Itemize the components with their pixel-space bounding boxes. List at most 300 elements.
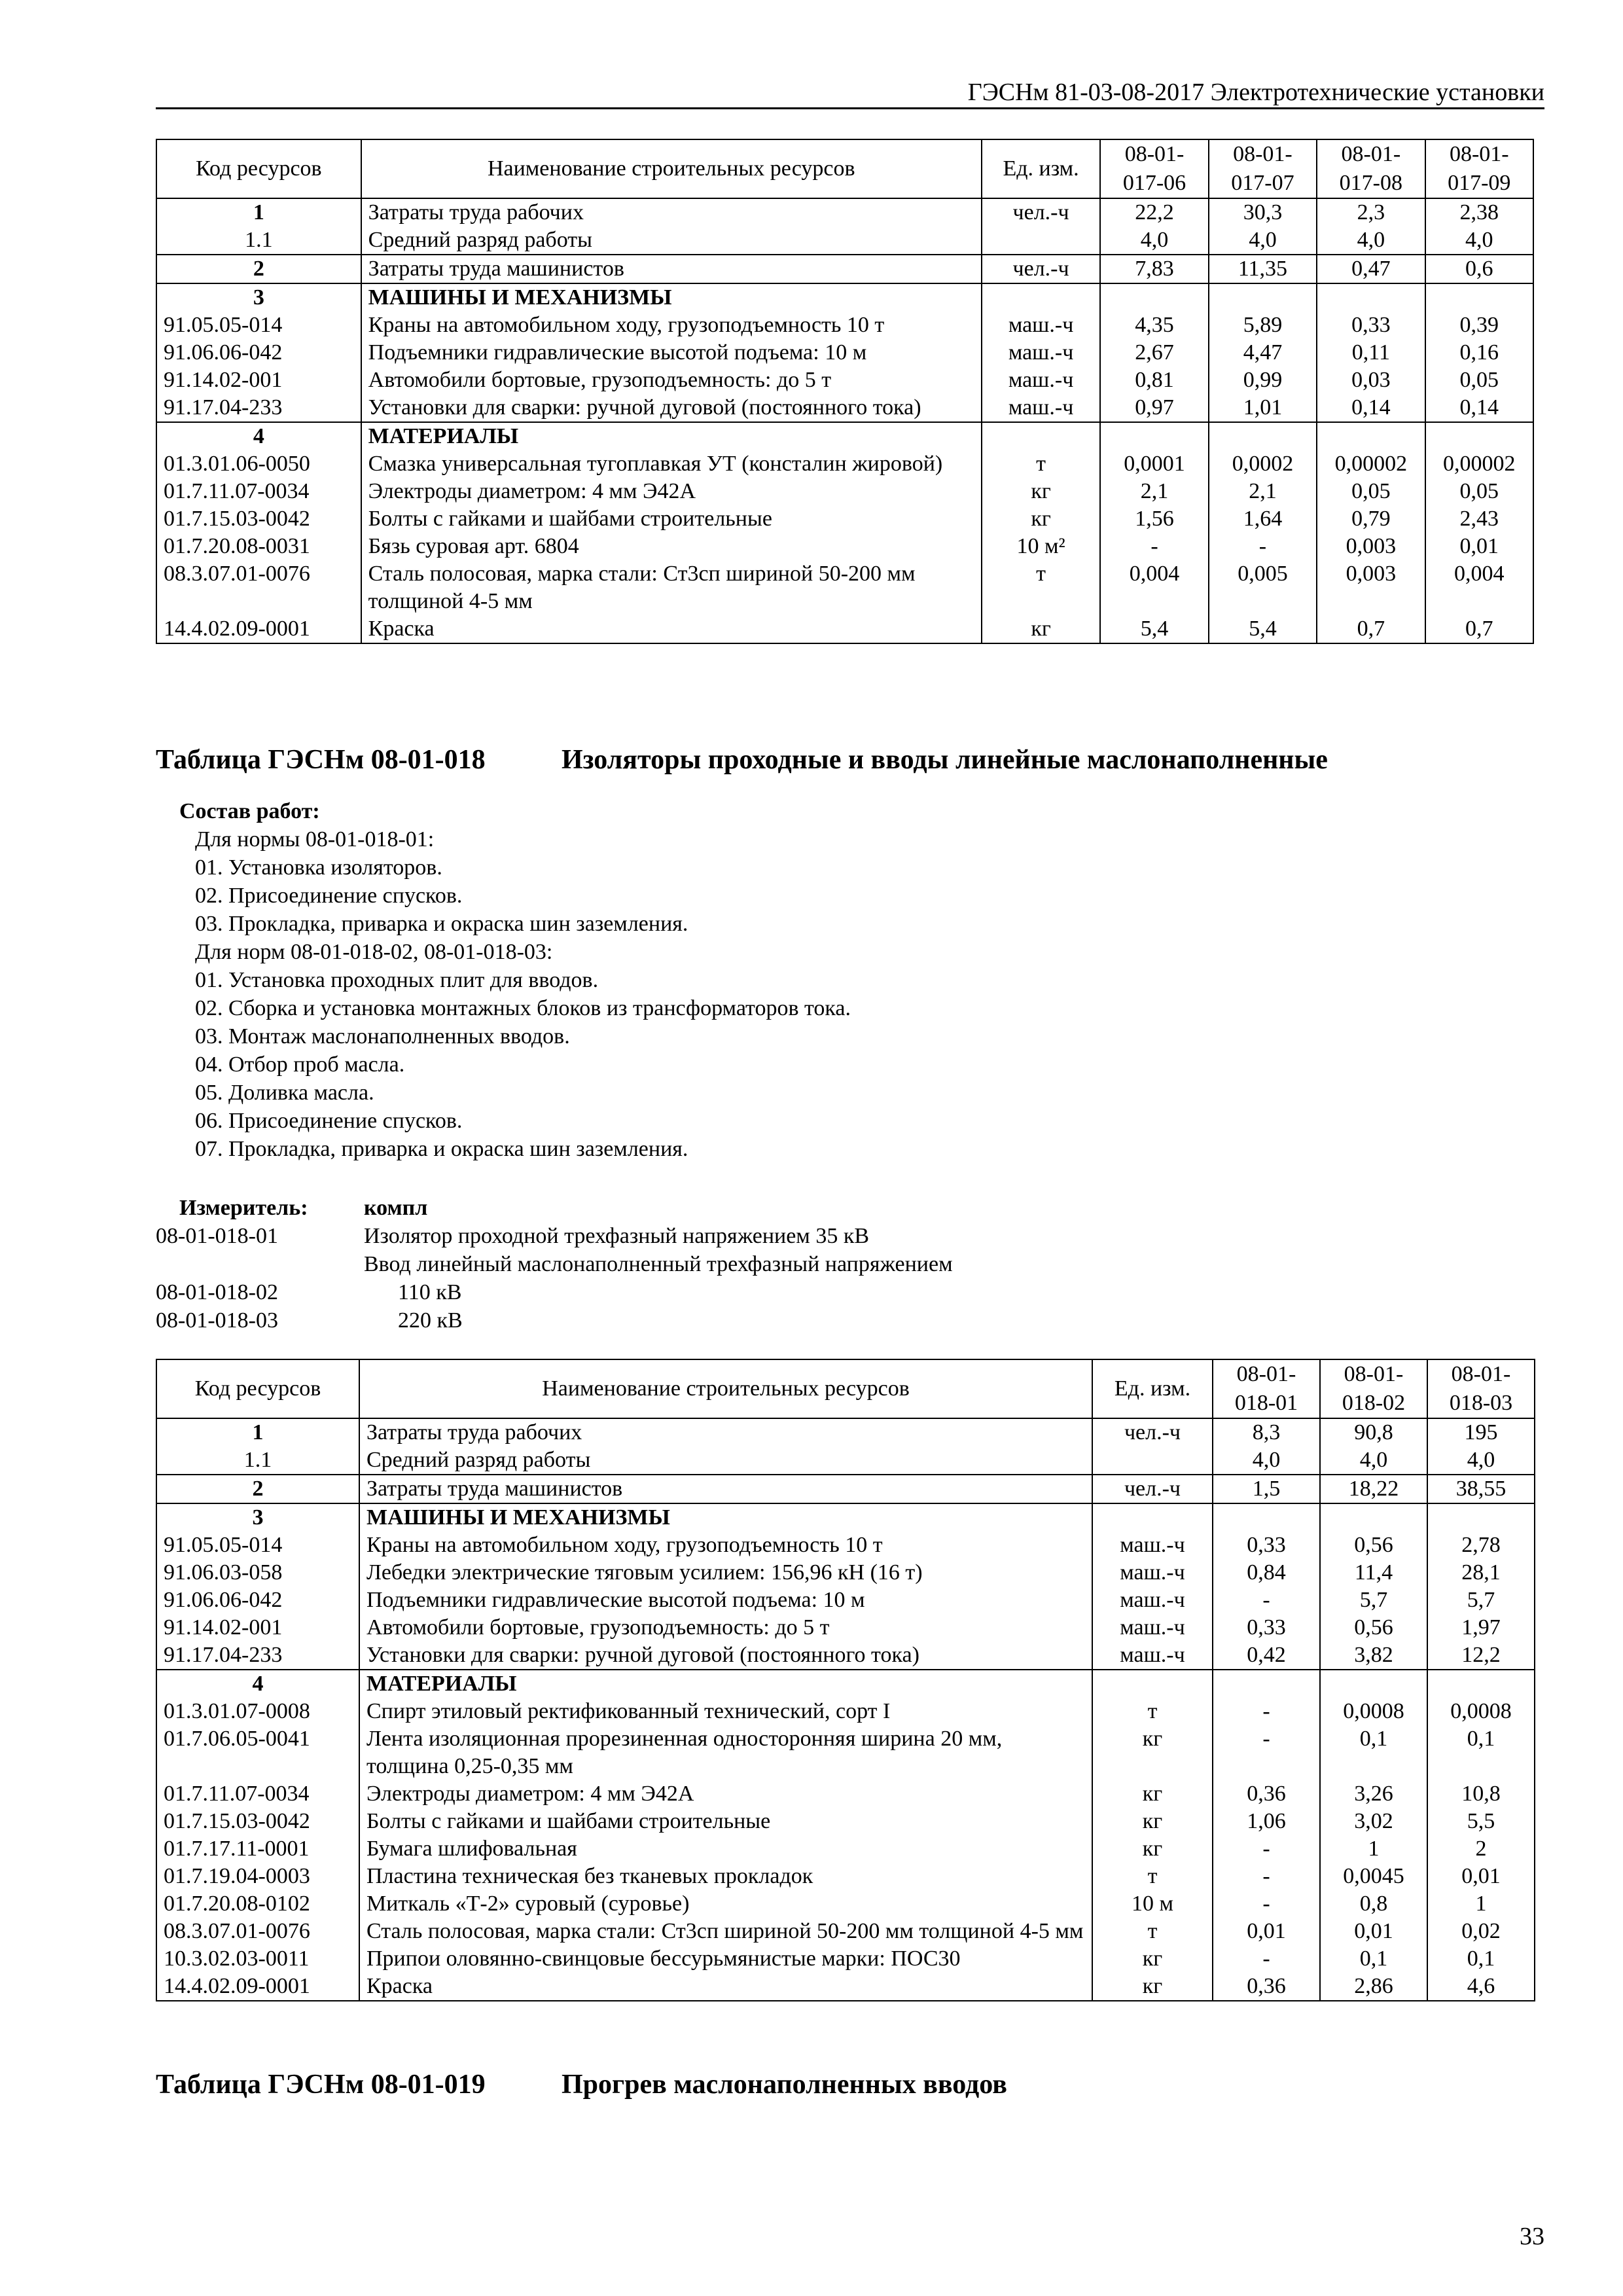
value-cell: 0,14 bbox=[1317, 394, 1425, 422]
unit-cell bbox=[1092, 1670, 1213, 1698]
value-cell: - bbox=[1213, 1863, 1320, 1890]
resource-code: 91.17.04-233 bbox=[156, 394, 361, 422]
value-cell: 0,0045 bbox=[1320, 1863, 1427, 1890]
value-cell: 2,43 bbox=[1425, 505, 1533, 533]
unit-cell: т bbox=[1092, 1698, 1213, 1725]
table-row bbox=[156, 422, 1533, 450]
column-header: Код ресурсов bbox=[156, 139, 361, 198]
table-row bbox=[156, 339, 1533, 367]
value-cell: - bbox=[1209, 533, 1317, 560]
unit-cell: кг bbox=[1092, 1945, 1213, 1973]
value-cell: - bbox=[1213, 1945, 1320, 1973]
resource-name: Затраты труда рабочих bbox=[361, 198, 982, 226]
value-cell: 0,39 bbox=[1425, 312, 1533, 339]
resource-name: МАТЕРИАЛЫ bbox=[359, 1670, 1092, 1698]
value-cell: 4,35 bbox=[1100, 312, 1208, 339]
resource-code: 10.3.02.03-0011 bbox=[156, 1945, 359, 1973]
value-cell: 0,1 bbox=[1427, 1945, 1535, 1973]
value-cell: 3,26 bbox=[1320, 1780, 1427, 1808]
resource-code: 2 bbox=[156, 1475, 359, 1503]
unit-cell: чел.-ч bbox=[982, 198, 1101, 226]
value-cell: 0,003 bbox=[1317, 533, 1425, 560]
norm-description: Изолятор проходной трехфазный напряжением 35 кВ bbox=[364, 1224, 870, 1248]
work-line: 02. Сборка и установка монтажных блоков из трансформаторов тока. bbox=[195, 996, 851, 1020]
resource-name: Установки для сварки: ручной дуговой (постоянного тока) bbox=[359, 1641, 1092, 1670]
resource-name: Припои оловянно-свинцовые бессурьмянистые марки: ПОС30 bbox=[359, 1945, 1092, 1973]
value-cell: 0,97 bbox=[1100, 394, 1208, 422]
unit-cell: кг bbox=[1092, 1725, 1213, 1780]
unit-cell: маш.-ч bbox=[982, 394, 1101, 422]
value-cell: 0,0002 bbox=[1209, 450, 1317, 478]
column-header: 08-01- 017-09 bbox=[1425, 139, 1533, 198]
resource-name: Краны на автомобильном ходу, грузоподъемность 10 т bbox=[361, 312, 982, 339]
unit-cell: кг bbox=[982, 505, 1101, 533]
table-row bbox=[156, 1532, 1535, 1559]
resources-table-017 bbox=[156, 139, 1534, 644]
value-cell: 0,00002 bbox=[1317, 450, 1425, 478]
value-cell: 0,004 bbox=[1425, 560, 1533, 615]
table-row bbox=[156, 1587, 1535, 1614]
table-row bbox=[156, 1863, 1535, 1890]
value-cell: 2,3 bbox=[1317, 198, 1425, 226]
unit-cell: маш.-ч bbox=[982, 312, 1101, 339]
value-cell: 0,33 bbox=[1213, 1532, 1320, 1559]
table-row bbox=[156, 1614, 1535, 1641]
value-cell: 0,11 bbox=[1317, 339, 1425, 367]
value-cell: 1,56 bbox=[1100, 505, 1208, 533]
work-line: Для нормы 08-01-018-01: bbox=[195, 827, 435, 852]
resource-code: 01.7.11.07-0034 bbox=[156, 1780, 359, 1808]
value-cell: - bbox=[1100, 533, 1208, 560]
resource-code: 14.4.02.09-0001 bbox=[156, 615, 361, 643]
table-row bbox=[156, 226, 1533, 255]
unit-cell: т bbox=[982, 450, 1101, 478]
resource-code: 91.05.05-014 bbox=[156, 1532, 359, 1559]
resource-name: Подъемники гидравлические высотой подъема: 10 м bbox=[361, 339, 982, 367]
column-header: Наименование строительных ресурсов bbox=[359, 1359, 1092, 1418]
unit-cell bbox=[982, 422, 1101, 450]
column-header: Наименование строительных ресурсов bbox=[361, 139, 982, 198]
value-cell: 0,81 bbox=[1100, 367, 1208, 394]
resource-name: МАШИНЫ И МЕХАНИЗМЫ bbox=[359, 1503, 1092, 1532]
work-line: 03. Прокладка, приварка и окраска шин заземления. bbox=[195, 912, 688, 936]
norm-code bbox=[156, 1250, 364, 1278]
value-cell: 0,01 bbox=[1427, 1863, 1535, 1890]
table-row bbox=[156, 1918, 1535, 1945]
unit-cell: чел.-ч bbox=[1092, 1475, 1213, 1503]
value-cell: 0,00002 bbox=[1425, 450, 1533, 478]
resource-code: 91.05.05-014 bbox=[156, 312, 361, 339]
table-row bbox=[156, 312, 1533, 339]
value-cell bbox=[1425, 422, 1533, 450]
unit-cell: т bbox=[1092, 1918, 1213, 1945]
resource-name: МАТЕРИАЛЫ bbox=[361, 422, 982, 450]
value-cell: 11,35 bbox=[1209, 255, 1317, 283]
value-cell: 38,55 bbox=[1427, 1475, 1535, 1503]
value-cell: 7,83 bbox=[1100, 255, 1208, 283]
column-header: Ед. изм. bbox=[982, 139, 1101, 198]
value-cell: 195 bbox=[1427, 1418, 1535, 1446]
column-header: 08-01- 017-08 bbox=[1317, 139, 1425, 198]
resource-name: Сталь полосовая, марка стали: Ст3сп шириной 50-200 мм толщиной 4-5 мм bbox=[359, 1918, 1092, 1945]
unit-cell bbox=[1092, 1503, 1213, 1532]
unit-cell: маш.-ч bbox=[982, 339, 1101, 367]
resource-code: 1 bbox=[156, 1418, 359, 1446]
table-row bbox=[156, 1808, 1535, 1835]
unit-cell: маш.-ч bbox=[1092, 1559, 1213, 1587]
resource-code: 01.7.06.05-0041 bbox=[156, 1725, 359, 1780]
table-header-row bbox=[156, 1359, 1535, 1418]
unit-cell: чел.-ч bbox=[1092, 1418, 1213, 1446]
work-lines bbox=[156, 825, 851, 1163]
resource-name: Болты с гайками и шайбами строительные bbox=[359, 1808, 1092, 1835]
measure-unit: компл bbox=[364, 1196, 428, 1220]
resource-code: 1.1 bbox=[156, 1446, 359, 1475]
resource-name: Краны на автомобильном ходу, грузоподъемность 10 т bbox=[359, 1532, 1092, 1559]
value-cell: 0,16 bbox=[1425, 339, 1533, 367]
value-cell: 0,1 bbox=[1320, 1945, 1427, 1973]
column-header: 08-01- 017-06 bbox=[1100, 139, 1208, 198]
value-cell: 90,8 bbox=[1320, 1418, 1427, 1446]
value-cell: 0,1 bbox=[1320, 1725, 1427, 1780]
value-cell: 0,6 bbox=[1425, 255, 1533, 283]
value-cell: 2,67 bbox=[1100, 339, 1208, 367]
resource-code: 08.3.07.01-0076 bbox=[156, 560, 361, 615]
resource-code: 01.7.15.03-0042 bbox=[156, 1808, 359, 1835]
value-cell: 1,06 bbox=[1213, 1808, 1320, 1835]
running-header: ГЭСНм 81-03-08-2017 Электротехнические установки bbox=[156, 77, 1544, 109]
value-cell: 0,0008 bbox=[1427, 1698, 1535, 1725]
work-line: 04. Отбор проб масла. bbox=[195, 1052, 405, 1077]
table-row bbox=[156, 1446, 1535, 1475]
table-row bbox=[156, 367, 1533, 394]
work-line: 03. Монтаж маслонаполненных вводов. bbox=[195, 1024, 570, 1049]
unit-cell: маш.-ч bbox=[1092, 1641, 1213, 1670]
table-row bbox=[156, 1698, 1535, 1725]
work-line: 01. Установка изоляторов. bbox=[195, 855, 442, 880]
value-cell: 0,02 bbox=[1427, 1918, 1535, 1945]
value-cell: 8,3 bbox=[1213, 1418, 1320, 1446]
unit-cell: кг bbox=[1092, 1973, 1213, 2001]
resource-name: Бязь суровая арт. 6804 bbox=[361, 533, 982, 560]
resource-code: 4 bbox=[156, 422, 361, 450]
resource-name: Затраты труда рабочих bbox=[359, 1418, 1092, 1446]
table-title: Прогрев маслонаполненных вводов bbox=[562, 2070, 1007, 2100]
value-cell: 0,33 bbox=[1213, 1614, 1320, 1641]
value-cell: 5,4 bbox=[1209, 615, 1317, 643]
resource-code: 01.7.20.08-0102 bbox=[156, 1890, 359, 1918]
value-cell: 0,1 bbox=[1427, 1725, 1535, 1780]
value-cell: 0,01 bbox=[1213, 1918, 1320, 1945]
value-cell: - bbox=[1213, 1725, 1320, 1780]
resource-name: Подъемники гидравлические высотой подъема: 10 м bbox=[359, 1587, 1092, 1614]
value-cell: 0,47 bbox=[1317, 255, 1425, 283]
value-cell: 5,4 bbox=[1100, 615, 1208, 643]
table-row bbox=[156, 450, 1533, 478]
column-header: 08-01- 018-02 bbox=[1320, 1359, 1427, 1418]
table-row bbox=[156, 1559, 1535, 1587]
unit-cell: т bbox=[1092, 1863, 1213, 1890]
resource-code: 01.7.17.11-0001 bbox=[156, 1835, 359, 1863]
resource-name: Краска bbox=[359, 1973, 1092, 2001]
value-cell: 0,003 bbox=[1317, 560, 1425, 615]
resources-table-018 bbox=[156, 1359, 1535, 2001]
unit-cell: т bbox=[982, 560, 1101, 615]
column-header: Код ресурсов bbox=[156, 1359, 359, 1418]
unit-cell: маш.-ч bbox=[1092, 1614, 1213, 1641]
value-cell bbox=[1320, 1670, 1427, 1698]
resource-name: Пластина техническая без тканевых прокладок bbox=[359, 1863, 1092, 1890]
resource-code: 91.06.06-042 bbox=[156, 1587, 359, 1614]
measure-label: Измеритель: bbox=[179, 1196, 308, 1220]
table-row bbox=[156, 1725, 1535, 1780]
value-cell: 0,36 bbox=[1213, 1780, 1320, 1808]
work-line: 07. Прокладка, приварка и окраска шин заземления. bbox=[195, 1137, 688, 1161]
resource-code: 91.17.04-233 bbox=[156, 1641, 359, 1670]
table-header-row bbox=[156, 139, 1533, 198]
value-cell: 1,01 bbox=[1209, 394, 1317, 422]
value-cell: 1 bbox=[1320, 1835, 1427, 1863]
value-cell bbox=[1209, 283, 1317, 312]
value-cell: 4,0 bbox=[1100, 226, 1208, 255]
value-cell: 4,47 bbox=[1209, 339, 1317, 367]
resource-code: 08.3.07.01-0076 bbox=[156, 1918, 359, 1945]
norm-description: Ввод линейный маслонаполненный трехфазный напряжением bbox=[364, 1252, 953, 1276]
value-cell: 2,38 bbox=[1425, 198, 1533, 226]
table-row bbox=[156, 505, 1533, 533]
measure-row bbox=[156, 1250, 953, 1278]
value-cell: - bbox=[1213, 1698, 1320, 1725]
value-cell: 0,05 bbox=[1317, 478, 1425, 505]
table-row bbox=[156, 1418, 1535, 1446]
value-cell: 0,14 bbox=[1425, 394, 1533, 422]
resource-name: Лебедки электрические тяговым усилием: 156,96 кН (16 т) bbox=[359, 1559, 1092, 1587]
resource-name: Затраты труда машинистов bbox=[359, 1475, 1092, 1503]
resource-code: 91.06.03-058 bbox=[156, 1559, 359, 1587]
measure-row bbox=[156, 1278, 953, 1306]
table-row bbox=[156, 255, 1533, 283]
value-cell: - bbox=[1213, 1587, 1320, 1614]
value-cell: 0,36 bbox=[1213, 1973, 1320, 2001]
value-cell: 5,7 bbox=[1427, 1587, 1535, 1614]
resource-code: 3 bbox=[156, 1503, 359, 1532]
table-row bbox=[156, 394, 1533, 422]
unit-cell bbox=[982, 226, 1101, 255]
value-cell: 2,1 bbox=[1100, 478, 1208, 505]
section-title-019 bbox=[156, 2068, 1007, 2101]
column-header: 08-01- 018-03 bbox=[1427, 1359, 1535, 1418]
resource-name: Электроды диаметром: 4 мм Э42А bbox=[359, 1780, 1092, 1808]
table-row bbox=[156, 1780, 1535, 1808]
value-cell: 4,0 bbox=[1427, 1446, 1535, 1475]
page-number: 33 bbox=[1520, 2223, 1544, 2250]
value-cell bbox=[1425, 283, 1533, 312]
table-row bbox=[156, 198, 1533, 226]
value-cell: 4,0 bbox=[1317, 226, 1425, 255]
table-row bbox=[156, 533, 1533, 560]
resource-code: 91.14.02-001 bbox=[156, 1614, 359, 1641]
resource-name: Лента изоляционная прорезиненная односторонняя ширина 20 мм, толщина 0,25-0,35 мм bbox=[359, 1725, 1092, 1780]
value-cell: - bbox=[1213, 1890, 1320, 1918]
table-row bbox=[156, 1670, 1535, 1698]
value-cell: 0,05 bbox=[1425, 367, 1533, 394]
resource-name: Краска bbox=[361, 615, 982, 643]
unit-cell: маш.-ч bbox=[982, 367, 1101, 394]
work-line: 02. Присоединение спусков. bbox=[195, 884, 463, 908]
value-cell bbox=[1213, 1503, 1320, 1532]
resource-name: МАШИНЫ И МЕХАНИЗМЫ bbox=[361, 283, 982, 312]
column-header: Ед. изм. bbox=[1092, 1359, 1213, 1418]
table-row bbox=[156, 560, 1533, 615]
resource-code: 2 bbox=[156, 255, 361, 283]
value-cell bbox=[1100, 283, 1208, 312]
table-row bbox=[156, 1835, 1535, 1863]
value-cell: 4,0 bbox=[1425, 226, 1533, 255]
value-cell: 5,5 bbox=[1427, 1808, 1535, 1835]
value-cell bbox=[1427, 1670, 1535, 1698]
table-row bbox=[156, 1973, 1535, 2001]
value-cell: 1 bbox=[1427, 1890, 1535, 1918]
resource-code: 4 bbox=[156, 1670, 359, 1698]
resource-name: Болты с гайками и шайбами строительные bbox=[361, 505, 982, 533]
section-title-018 bbox=[156, 744, 1328, 776]
resource-name: Смазка универсальная тугоплавкая УТ (консталин жировой) bbox=[361, 450, 982, 478]
work-line: Для норм 08-01-018-02, 08-01-018-03: bbox=[195, 940, 553, 964]
resource-name: Электроды диаметром: 4 мм Э42А bbox=[361, 478, 982, 505]
unit-cell: кг bbox=[1092, 1808, 1213, 1835]
value-cell: 30,3 bbox=[1209, 198, 1317, 226]
unit-cell: чел.-ч bbox=[982, 255, 1101, 283]
norm-code: 08-01-018-01 bbox=[156, 1224, 278, 1248]
value-cell: 0,56 bbox=[1320, 1614, 1427, 1641]
resource-name: Установки для сварки: ручной дуговой (постоянного тока) bbox=[361, 394, 982, 422]
value-cell: 0,0001 bbox=[1100, 450, 1208, 478]
value-cell: 2,86 bbox=[1320, 1973, 1427, 2001]
value-cell: 0,05 bbox=[1425, 478, 1533, 505]
value-cell: 1,97 bbox=[1427, 1614, 1535, 1641]
table-row bbox=[156, 1945, 1535, 1973]
unit-cell: кг bbox=[1092, 1780, 1213, 1808]
resource-code: 01.3.01.06-0050 bbox=[156, 450, 361, 478]
value-cell: 0,004 bbox=[1100, 560, 1208, 615]
value-cell: 0,79 bbox=[1317, 505, 1425, 533]
column-header: 08-01- 017-07 bbox=[1209, 139, 1317, 198]
unit-cell: кг bbox=[1092, 1835, 1213, 1863]
resource-code: 01.7.19.04-0003 bbox=[156, 1863, 359, 1890]
table-row bbox=[156, 283, 1533, 312]
table-row bbox=[156, 1890, 1535, 1918]
resource-code: 91.14.02-001 bbox=[156, 367, 361, 394]
value-cell: 10,8 bbox=[1427, 1780, 1535, 1808]
value-cell: 0,01 bbox=[1425, 533, 1533, 560]
value-cell: 22,2 bbox=[1100, 198, 1208, 226]
value-cell: 4,0 bbox=[1209, 226, 1317, 255]
value-cell: 1,5 bbox=[1213, 1475, 1320, 1503]
value-cell: 2,78 bbox=[1427, 1532, 1535, 1559]
work-heading: Состав работ: bbox=[179, 799, 320, 823]
resource-name: Спирт этиловый ректификованный технический, сорт I bbox=[359, 1698, 1092, 1725]
value-cell: 0,03 bbox=[1317, 367, 1425, 394]
work-line: 05. Доливка масла. bbox=[195, 1081, 374, 1105]
measure-block bbox=[156, 1194, 953, 1335]
resource-code: 14.4.02.09-0001 bbox=[156, 1973, 359, 2001]
unit-cell bbox=[1092, 1446, 1213, 1475]
table-row bbox=[156, 1503, 1535, 1532]
resource-code: 91.06.06-042 bbox=[156, 339, 361, 367]
table-row bbox=[156, 1475, 1535, 1503]
resource-name: Средний разряд работы bbox=[359, 1446, 1092, 1475]
value-cell bbox=[1100, 422, 1208, 450]
resource-code: 01.7.15.03-0042 bbox=[156, 505, 361, 533]
unit-cell: маш.-ч bbox=[1092, 1587, 1213, 1614]
value-cell: 0,005 bbox=[1209, 560, 1317, 615]
table-number: Таблица ГЭСНм 08-01-019 bbox=[156, 2070, 486, 2100]
value-cell: 0,84 bbox=[1213, 1559, 1320, 1587]
unit-cell bbox=[982, 283, 1101, 312]
value-cell: 3,82 bbox=[1320, 1641, 1427, 1670]
resource-name: Средний разряд работы bbox=[361, 226, 982, 255]
value-cell: 3,02 bbox=[1320, 1808, 1427, 1835]
table-number: Таблица ГЭСНм 08-01-018 bbox=[156, 745, 486, 775]
norm-code: 08-01-018-02 bbox=[156, 1280, 278, 1304]
value-cell: - bbox=[1213, 1835, 1320, 1863]
resource-name: Миткаль «Т-2» суровый (суровье) bbox=[359, 1890, 1092, 1918]
value-cell bbox=[1317, 422, 1425, 450]
norm-description: 110 кВ bbox=[398, 1280, 462, 1304]
column-header: 08-01- 018-01 bbox=[1213, 1359, 1320, 1418]
norm-description: 220 кВ bbox=[398, 1308, 463, 1333]
table-row bbox=[156, 478, 1533, 505]
value-cell: 5,89 bbox=[1209, 312, 1317, 339]
value-cell: 0,7 bbox=[1425, 615, 1533, 643]
value-cell: 0,99 bbox=[1209, 367, 1317, 394]
work-line: 01. Установка проходных плит для вводов. bbox=[195, 968, 599, 992]
resource-name: Автомобили бортовые, грузоподъемность: до 5 т bbox=[361, 367, 982, 394]
value-cell bbox=[1317, 283, 1425, 312]
table-title: Изоляторы проходные и вводы линейные маслонаполненные bbox=[562, 745, 1328, 775]
value-cell: 4,6 bbox=[1427, 1973, 1535, 2001]
value-cell: 2,1 bbox=[1209, 478, 1317, 505]
unit-cell: кг bbox=[982, 478, 1101, 505]
value-cell: 4,0 bbox=[1213, 1446, 1320, 1475]
unit-cell: 10 м bbox=[1092, 1890, 1213, 1918]
resource-code: 01.7.11.07-0034 bbox=[156, 478, 361, 505]
value-cell bbox=[1213, 1670, 1320, 1698]
resource-name: Затраты труда машинистов bbox=[361, 255, 982, 283]
value-cell: 0,56 bbox=[1320, 1532, 1427, 1559]
resource-code: 3 bbox=[156, 283, 361, 312]
value-cell: 0,42 bbox=[1213, 1641, 1320, 1670]
work-line: 06. Присоединение спусков. bbox=[195, 1109, 463, 1133]
value-cell: 0,33 bbox=[1317, 312, 1425, 339]
measure-row bbox=[156, 1222, 953, 1250]
value-cell: 18,22 bbox=[1320, 1475, 1427, 1503]
table-row bbox=[156, 1641, 1535, 1670]
resource-name: Сталь полосовая, марка стали: Ст3сп шириной 50-200 мм толщиной 4-5 мм bbox=[361, 560, 982, 615]
resource-code: 1 bbox=[156, 198, 361, 226]
value-cell: 0,0008 bbox=[1320, 1698, 1427, 1725]
unit-cell: 10 м² bbox=[982, 533, 1101, 560]
value-cell: 0,8 bbox=[1320, 1890, 1427, 1918]
unit-cell: кг bbox=[982, 615, 1101, 643]
table-row bbox=[156, 615, 1533, 643]
value-cell bbox=[1427, 1503, 1535, 1532]
value-cell: 0,01 bbox=[1320, 1918, 1427, 1945]
value-cell: 12,2 bbox=[1427, 1641, 1535, 1670]
resource-name: Бумага шлифовальная bbox=[359, 1835, 1092, 1863]
resource-code: 01.3.01.07-0008 bbox=[156, 1698, 359, 1725]
work-composition bbox=[156, 797, 851, 1163]
